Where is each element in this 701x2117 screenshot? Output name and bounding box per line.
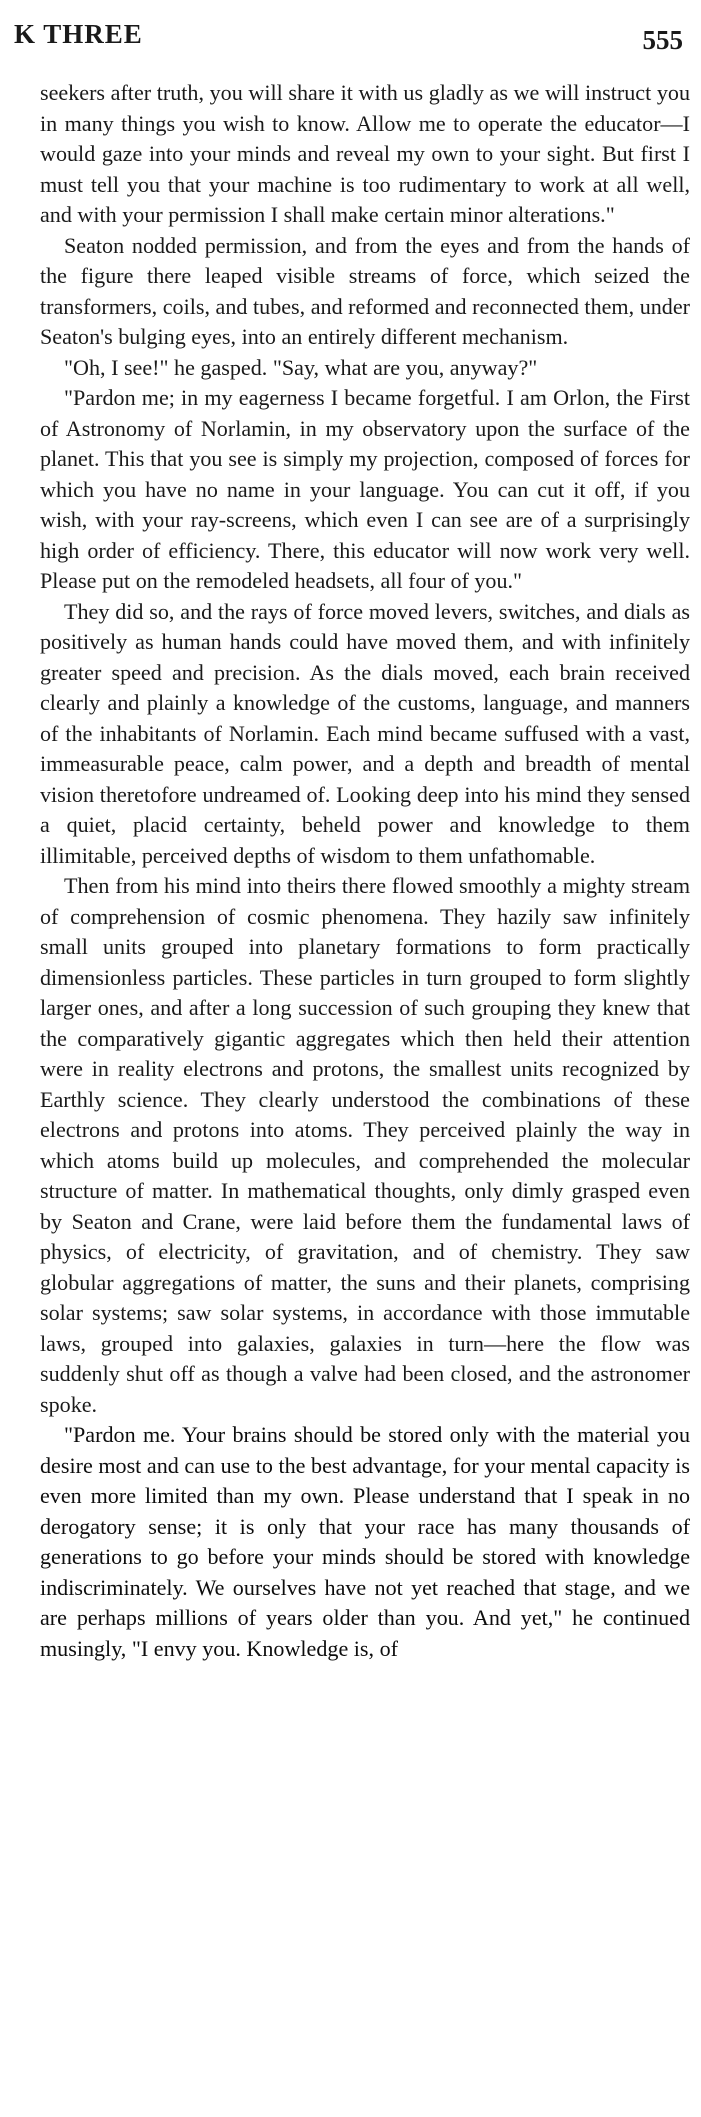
paragraph-rays-of-force: They did so, and the rays of force moved levers, switches, and dials as positively as human hands could have moved them, and with infinitely greater speed and precision. As the dials moved, each brain received clearly and plainly a knowledge of the customs, language, and manners of the inhabitants of Norlamin. Each mind became suffused with a vast, immeasurable peace, calm power, and a depth and breadth of mental vision theretofore undreamed of. Looking deep into his mind they sensed a quiet, placid certainty, beheld power and knowledge to them illimitable, perceived depths of wisdom to them unfathomable. — [40, 598, 690, 868]
running-head — [14, 12, 683, 56]
paragraph-continued-dialogue: seekers after truth, you will share it with us gladly as we will instruct you in many things you wish to know. Allow me to operate the educator—I would gaze into your minds and reveal my own to your sight. But first I must tell you that your machine is too rudimentary to work at all well, and with your permission I shall make certain minor alterations." — [40, 80, 690, 227]
body-text — [40, 78, 690, 1664]
paragraph-seaton-nods: Seaton nodded permission, and from the eyes and from the hands of the figure there leaped visible streams of force, which seized the transformers, coils, and tubes, and reformed and reconnected them, under Seaton's bulging eyes, into an entirely different mechanism. — [40, 232, 690, 349]
page-number: 555 — [642, 25, 683, 55]
paragraph-orlon-introduction: "Pardon me; in my eagerness I became forgetful. I am Orlon, the First of Astronomy of Norlamin, in my observatory upon the surface of the planet. This that you see is simply my projection, composed of forces for which you have no name in your language. You can cut it off, if you wish, with your ray-screens, which even I can see are of a surprisingly high order of efficiency. There, this educator will now work very well. Please put on the remodeled headsets, all four of you." — [40, 385, 690, 593]
running-title: K THREE — [14, 19, 143, 49]
paragraph-astronomer-speaks: "Pardon me. Your brains should be stored only with the material you desire most and can use to the best advantage, for your mental capacity is even more limited than my own. Please understand that I speak in no derogatory sense; it is only that your race has many thousands of generations to go before your minds should be stored with knowledge indiscriminately. We ourselves have not yet reached that stage, and we are perhaps millions of years older than you. And yet," he continued musingly, "I envy you. Knowledge is, of — [40, 1422, 690, 1661]
paragraph-cosmic-phenomena: Then from his mind into theirs there flowed smoothly a mighty stream of comprehension of cosmic phenomena. They hazily saw infinitely small units grouped into planetary formations to form practically dimensionless particles. These particles in turn grouped to form slightly larger ones, and after a long succession of such grouping they knew that the comparatively gigantic aggregates which then held their attention were in reality electrons and protons, the smallest units recognized by Earthly science. They clearly understood the combinations of these electrons and protons into atoms. They perceived plainly the way in which atoms build up molecules, and comprehended the molecular structure of matter. In mathematical thoughts, only dimly grasped even by Seaton and Crane, were laid before them the fundamental laws of physics, of electricity, of gravitation, and of chemistry. They saw globular aggregations of matter, the suns and their planets, comprising solar systems; saw solar systems, in accordance with those immutable laws, grouped into galaxies, galaxies in turn—here the flow was suddenly shut off as though a valve had been closed, and the astronomer spoke. — [40, 873, 690, 1417]
paragraph-seaton-question: "Oh, I see!" he gasped. "Say, what are you, anyway?" — [64, 354, 538, 380]
